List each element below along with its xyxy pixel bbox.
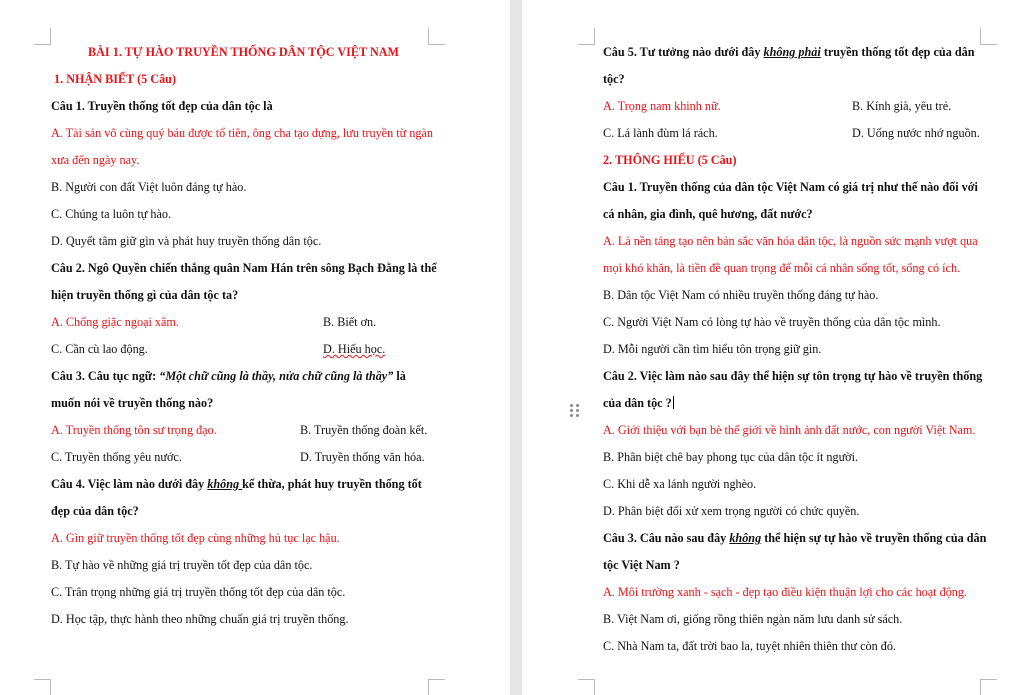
question-5-prefix: Câu 5. Tư tưởng nào dưới đây [603, 45, 764, 59]
question-3-line1[interactable] [51, 368, 406, 384]
question-3-proverb: “Một chữ cũng là thầy, nửa chữ cũng là thầy” [159, 369, 394, 383]
question-5-emphasis: không phải [763, 45, 821, 59]
understanding-q3-suffix: thể hiện sự tự hào về truyền thống của dân [761, 531, 987, 545]
understanding-q3-prefix: Câu 3. Câu nào sau đây [603, 531, 730, 545]
understanding-q1-line1[interactable]: Câu 1. Truyền thống của dân tộc Việt Nam có giá trị như thế nào đối với [603, 180, 978, 194]
understanding-q3-line1[interactable] [603, 530, 986, 546]
crop-mark-bottom-left [578, 679, 595, 695]
answer-4a[interactable]: A. Gìn giữ truyền thống tốt đẹp cùng những hủ tục lạc hậu. [51, 531, 340, 545]
understanding-2a[interactable]: A. Giới thiệu với bạn bè thế giới về hình ảnh đất nước, con người Việt Nam. [603, 423, 976, 437]
understanding-q3-line2[interactable]: tộc Việt Nam ? [603, 558, 680, 572]
answer-2c[interactable]: C. Cần cù lao động. [51, 342, 148, 356]
answer-1a-line2[interactable]: xưa đến ngày nay. [51, 153, 140, 167]
understanding-q3-emphasis: không [729, 531, 762, 545]
answer-3a[interactable]: A. Truyền thống tôn sư trọng đạo. [51, 423, 217, 437]
answer-2d[interactable] [323, 341, 385, 357]
understanding-3a[interactable]: A. Môi trường xanh - sạch - đẹp tạo điều kiện thuận lợi cho các hoạt động. [603, 585, 968, 599]
answer-2a[interactable]: A. Chống giặc ngoại xâm. [51, 315, 179, 329]
understanding-q2-line2-text: của dân tộc ? [603, 396, 672, 410]
question-4-prefix: Câu 4. Việc làm nào dưới đây [51, 477, 208, 491]
understanding-q2-line1[interactable]: Câu 2. Việc làm nào sau đây thể hiện sự tôn trọng tự hào về truyền thống [603, 369, 983, 383]
question-4-line1[interactable] [51, 476, 422, 492]
answer-1b[interactable]: B. Người con đất Việt luôn đáng tự hào. [51, 180, 247, 194]
answer-5c[interactable]: C. Lá lành đùm lá rách. [603, 126, 718, 140]
question-1[interactable]: Câu 1. Truyền thống tốt đẹp của dân tộc là [51, 99, 273, 113]
section-heading-understanding[interactable]: 2. THÔNG HIỂU (5 Câu) [603, 153, 737, 167]
document-page-right[interactable] [522, 0, 1036, 695]
crop-mark-top-right [428, 28, 445, 45]
answer-2d-text: D. Hiếu học. [323, 342, 386, 356]
answer-4d[interactable]: D. Học tập, thực hành theo những chuẩn giá trị truyền thống. [51, 612, 349, 626]
understanding-3c[interactable]: C. Nhà Nam ta, đất trời bao la, tuyệt nhiên thiên thư còn đó. [603, 639, 896, 653]
question-3-suffix: là [393, 369, 406, 383]
question-2-line1[interactable]: Câu 2. Ngô Quyền chiến thắng quân Nam Hán trên sông Bạch Đằng là thể [51, 261, 437, 275]
section-heading-recognition[interactable]: 1. NHẬN BIẾT (5 Câu) [54, 72, 177, 86]
text-cursor [673, 396, 675, 409]
answer-3d[interactable]: D. Truyền thống văn hóa. [300, 450, 425, 464]
question-4-suffix: kế thừa, phát huy truyền thống tốt [242, 477, 422, 491]
question-5-line2[interactable]: tộc? [603, 72, 625, 86]
question-4-line2[interactable]: đẹp của dân tộc? [51, 504, 139, 518]
answer-2b[interactable]: B. Biết ơn. [323, 315, 377, 329]
crop-mark-bottom-left [34, 679, 51, 695]
understanding-3b[interactable]: B. Việt Nam ơi, giống rồng thiên ngàn năm lưu danh sử sách. [603, 612, 903, 626]
answer-4b[interactable]: B. Tự hào về những giá trị truyền tốt đẹp của dân tộc. [51, 558, 313, 572]
understanding-1a-line2[interactable]: mọi khó khăn, là tiền đề quan trọng để mỗi cá nhân sống tốt, sống có ích. [603, 261, 961, 275]
understanding-1c[interactable]: C. Người Việt Nam có lòng tự hào về truyền thống của dân tộc mình. [603, 315, 941, 329]
understanding-1d[interactable]: D. Mỗi người cần tìm hiểu tôn trọng giữ gìn. [603, 342, 822, 356]
answer-1d[interactable]: D. Quyết tâm giữ gìn và phát huy truyền thống dân tộc. [51, 234, 322, 248]
understanding-2d[interactable]: D. Phân biệt đối xử xem trọng người có chức quyền. [603, 504, 860, 518]
understanding-q1-line2[interactable]: cá nhân, gia đình, quê hương, đất nước? [603, 207, 813, 221]
answer-3b[interactable]: B. Truyền thống đoàn kết. [300, 423, 428, 437]
understanding-2c[interactable]: C. Khi dễ xa lánh người nghèo. [603, 477, 757, 491]
question-4-emphasis: không [207, 477, 243, 491]
paragraph-drag-handle-icon[interactable] [570, 402, 580, 418]
answer-1c[interactable]: C. Chúng ta luôn tự hào. [51, 207, 172, 221]
answer-4c[interactable]: C. Trân trọng những giá trị truyền thống tốt đẹp của dân tộc. [51, 585, 346, 599]
crop-mark-top-left [578, 28, 595, 45]
understanding-1b[interactable]: B. Dân tộc Việt Nam có nhiều truyền thống đáng tự hào. [603, 288, 879, 302]
question-5-line1[interactable] [603, 44, 974, 60]
question-2-line2[interactable]: hiện truyền thống gì của dân tộc ta? [51, 288, 239, 302]
question-5-suffix: truyền thống tốt đẹp của dân [820, 45, 975, 59]
crop-mark-bottom-right [428, 679, 445, 695]
question-3-line2[interactable]: muốn nói về truyền thống nào? [51, 396, 214, 410]
question-3-prefix: Câu 3. Câu tục ngữ: [51, 369, 160, 383]
crop-mark-top-right [980, 28, 997, 45]
crop-mark-bottom-right [980, 679, 997, 695]
answer-5a[interactable]: A. Trọng nam khinh nữ. [603, 99, 721, 113]
lesson-title[interactable]: BÀI 1. TỰ HÀO TRUYỀN THỐNG DÂN TỘC VIỆT NAM [88, 45, 400, 59]
answer-3c[interactable]: C. Truyền thống yêu nước. [51, 450, 182, 464]
answer-5d[interactable]: D. Uống nước nhớ nguồn. [852, 126, 980, 140]
answer-5b[interactable]: B. Kính già, yêu trẻ. [852, 99, 952, 113]
understanding-q2-line2[interactable] [603, 395, 674, 411]
understanding-2b[interactable]: B. Phân biệt chê bay phong tục của dân tộc ít người. [603, 450, 859, 464]
understanding-1a-line1[interactable]: A. Là nền tảng tạo nên bản sắc văn hóa dân tộc, là nguồn sức mạnh vượt qua [603, 234, 978, 248]
crop-mark-top-left [34, 28, 51, 45]
document-page-left[interactable] [0, 0, 510, 695]
answer-1a-line1[interactable]: A. Tài sản vô cùng quý báu được tổ tiên, ông cha tạo dựng, lưu truyền từ ngàn [51, 126, 433, 140]
